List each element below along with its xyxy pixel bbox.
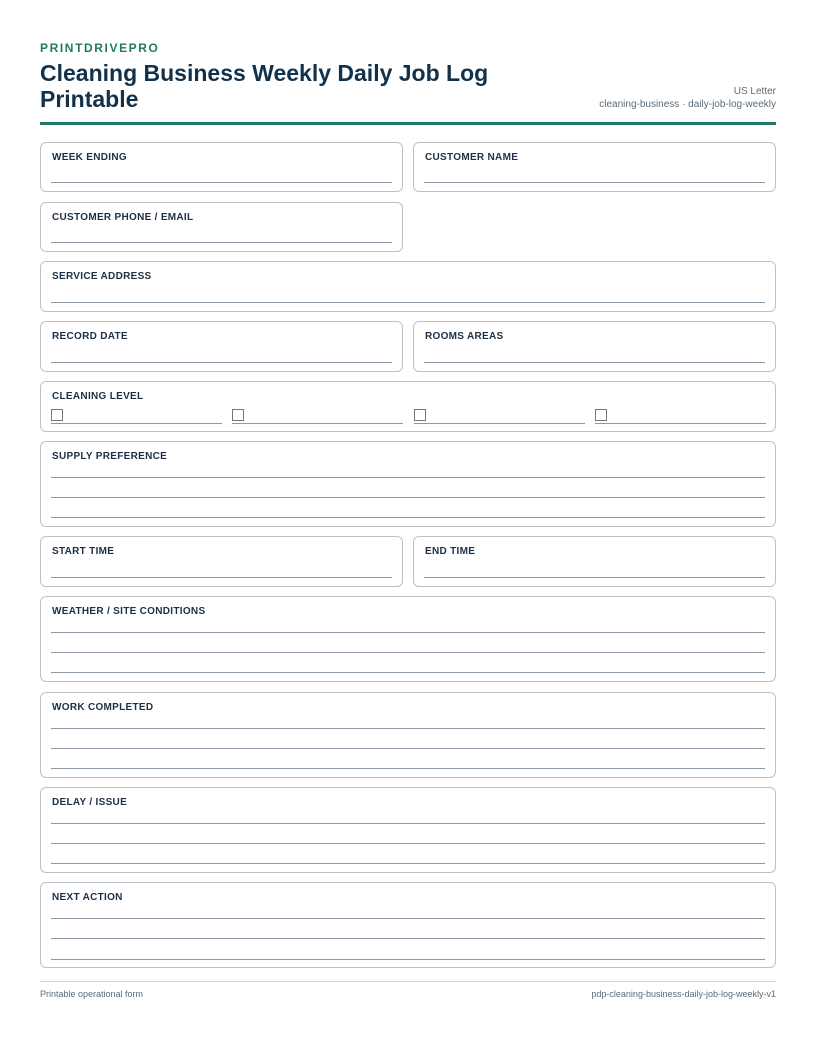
week-ending-label: WEEK ENDING [52, 152, 127, 163]
record-date-write-line[interactable] [51, 362, 392, 363]
work-completed-write-line[interactable] [51, 728, 765, 729]
weather-site-conditions-label: WEATHER / SITE CONDITIONS [52, 606, 206, 617]
weather-site-conditions-write-line[interactable] [51, 672, 765, 673]
next-action-write-line[interactable] [51, 938, 765, 939]
next-action-label: NEXT ACTION [52, 892, 123, 903]
delay-issue-write-line[interactable] [51, 843, 765, 844]
start-time-label: START TIME [52, 546, 115, 557]
end-time-field[interactable] [413, 536, 776, 587]
header-divider [40, 122, 776, 125]
brand-name: PRINTDRIVEPRO [40, 41, 160, 55]
checkbox[interactable] [414, 409, 426, 421]
cleaning-level-option[interactable] [232, 409, 403, 424]
record-date-label: RECORD DATE [52, 331, 128, 342]
next-action-field[interactable] [40, 882, 776, 968]
checkbox[interactable] [595, 409, 607, 421]
record-date-field[interactable] [40, 321, 403, 372]
category-path: cleaning-business · daily-job-log-weekly [599, 99, 776, 110]
customer-phone-email-write-line[interactable] [51, 242, 392, 243]
service-address-label: SERVICE ADDRESS [52, 271, 152, 282]
start-time-write-line[interactable] [51, 577, 392, 578]
footer-form-id: pdp-cleaning-business-daily-job-log-weekly-v1 [591, 989, 776, 999]
delay-issue-field[interactable] [40, 787, 776, 873]
rooms-areas-label: ROOMS AREAS [425, 331, 504, 342]
customer-name-write-line[interactable] [424, 182, 765, 183]
weather-site-conditions-write-line[interactable] [51, 632, 765, 633]
page-title: Cleaning Business Weekly Daily Job Log Printable [40, 60, 489, 112]
week-ending-write-line[interactable] [51, 182, 392, 183]
cleaning-level-option[interactable] [414, 409, 585, 424]
cleaning-level-option[interactable] [595, 409, 766, 424]
delay-issue-write-line[interactable] [51, 863, 765, 864]
service-address-write-line[interactable] [51, 302, 765, 303]
rooms-areas-field[interactable] [413, 321, 776, 372]
customer-name-label: CUSTOMER NAME [425, 152, 519, 163]
supply-preference-label: SUPPLY PREFERENCE [52, 451, 168, 462]
customer-phone-email-field[interactable] [40, 202, 403, 252]
customer-phone-email-label: CUSTOMER PHONE / EMAIL [52, 212, 194, 223]
footer-divider [40, 981, 776, 982]
checkbox[interactable] [232, 409, 244, 421]
service-address-field[interactable] [40, 261, 776, 312]
customer-name-field[interactable] [413, 142, 776, 192]
work-completed-write-line[interactable] [51, 748, 765, 749]
cleaning-level-label: CLEANING LEVEL [52, 391, 144, 402]
checkbox[interactable] [51, 409, 63, 421]
cleaning-level-option[interactable] [51, 409, 222, 424]
next-action-write-line[interactable] [51, 918, 765, 919]
cleaning-level-field [40, 381, 776, 432]
paper-size: US Letter [733, 86, 776, 97]
document-meta [599, 85, 776, 111]
work-completed-write-line[interactable] [51, 768, 765, 769]
work-completed-label: WORK COMPLETED [52, 702, 154, 713]
start-time-field[interactable] [40, 536, 403, 587]
footer-left-text: Printable operational form [40, 989, 144, 999]
supply-preference-field[interactable] [40, 441, 776, 527]
end-time-label: END TIME [425, 546, 476, 557]
next-action-write-line[interactable] [51, 959, 765, 960]
delay-issue-label: DELAY / ISSUE [52, 797, 128, 808]
rooms-areas-write-line[interactable] [424, 362, 765, 363]
weather-site-conditions-field[interactable] [40, 596, 776, 682]
work-completed-field[interactable] [40, 692, 776, 778]
delay-issue-write-line[interactable] [51, 823, 765, 824]
supply-preference-write-line[interactable] [51, 477, 765, 478]
weather-site-conditions-write-line[interactable] [51, 652, 765, 653]
supply-preference-write-line[interactable] [51, 497, 765, 498]
week-ending-field[interactable] [40, 142, 403, 192]
supply-preference-write-line[interactable] [51, 517, 765, 518]
end-time-write-line[interactable] [424, 577, 765, 578]
